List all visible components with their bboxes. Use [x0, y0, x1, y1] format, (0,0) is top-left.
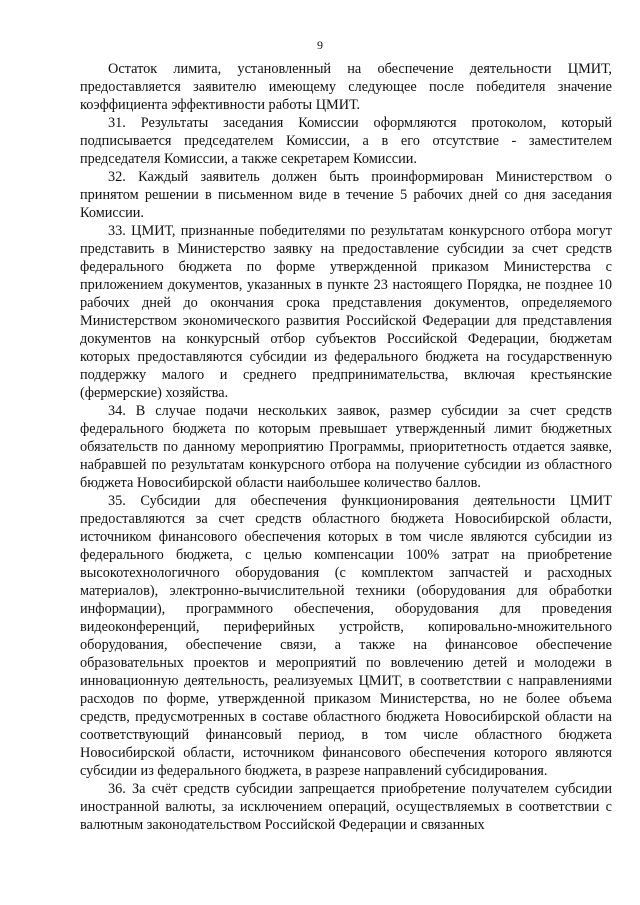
- paragraph-limit-remainder: Остаток лимита, установленный на обеспечение деятельности ЦМИТ, предоставляется заявителю имеющему следующее после победителя значение коэффициента эффективности работы ЦМИТ.: [80, 61, 612, 113]
- paragraph-item-33: 33. ЦМИТ, признанные победителями по результатам конкурсного отбора могут представить в Министерство заявку на предоставление субсидии за счет средств федерального бюджета по форме утвержденной приказом Министерства с приложением документов, указанных в пункте 23 настоящего Порядка, не позднее 10 рабочих дней до окончания срока представления документов, определяемого Министерством экономического развития Российской Федерации для представления документов на конкурсный отбор субъектов Российской Федерации, бюджетам которых предоставляются субсидии из федерального бюджета на государственную поддержку малого и среднего предпринимательства, включая крестьянские (фермерские) хозяйства.: [80, 223, 612, 401]
- paragraph-item-35: 35. Субсидии для обеспечения функционирования деятельности ЦМИТ предоставляются за счет средств областного бюджета Новосибирской области, источником финансового обеспечения которых в том числе являются субсидии из федерального бюджета, с целью компенсации 100% затрат на приобретение высокотехнологичного оборудования (с комплектом запчастей и расходных материалов), электронно-вычислительной техники (оборудования для обработки информации), программного обеспечения, оборудования для проведения видеоконференций, периферийных устройств, копировально-множительного оборудования, обеспечение связи, а также на финансовое обеспечение образовательных проектов и мероприятий по вовлечению детей и молодежи в инновационную деятельность, реализуемых ЦМИТ, в соответствии с направлениями расходов по форме, утвержденной приказом Министерства, но не более объема средств, предусмотренных в составе областного бюджета Новосибирской области на соответствующий финансовый период, в том числе областного бюджета Новосибирской области, источником финансового обеспечения которого являются субсидии из федерального бюджета, в разрезе направлений субсидирования.: [80, 493, 612, 779]
- paragraph-item-34: 34. В случае подачи нескольких заявок, размер субсидии за счет средств федерального бюджета по которым превышает утвержденный лимит бюджетных обязательств по данному мероприятию Программы, приоритетность отдается заявке, набравшей по результатам конкурсного отбора на получение субсидии из областного бюджета Новосибирской области наибольшее количество баллов.: [80, 403, 612, 491]
- paragraph-item-32: 32. Каждый заявитель должен быть проинформирован Министерством о принятом решении в письменном виде в течение 5 рабочих дней со дня заседания Комиссии.: [80, 169, 612, 221]
- paragraph-item-31: 31. Результаты заседания Комиссии оформляются протоколом, который подписывается председателем Комиссии, а в его отсутствие - заместителем председателя Комиссии, а также секретарем Комиссии.: [80, 115, 612, 167]
- page-number: 9: [317, 38, 323, 52]
- document-body: [80, 60, 612, 834]
- paragraph-item-36: 36. За счёт средств субсидии запрещается приобретение получателем субсидии иностранной валюты, за исключением операций, осуществляемых в соответствии с валютным законодательством Российской Федерации и связанных: [80, 781, 612, 833]
